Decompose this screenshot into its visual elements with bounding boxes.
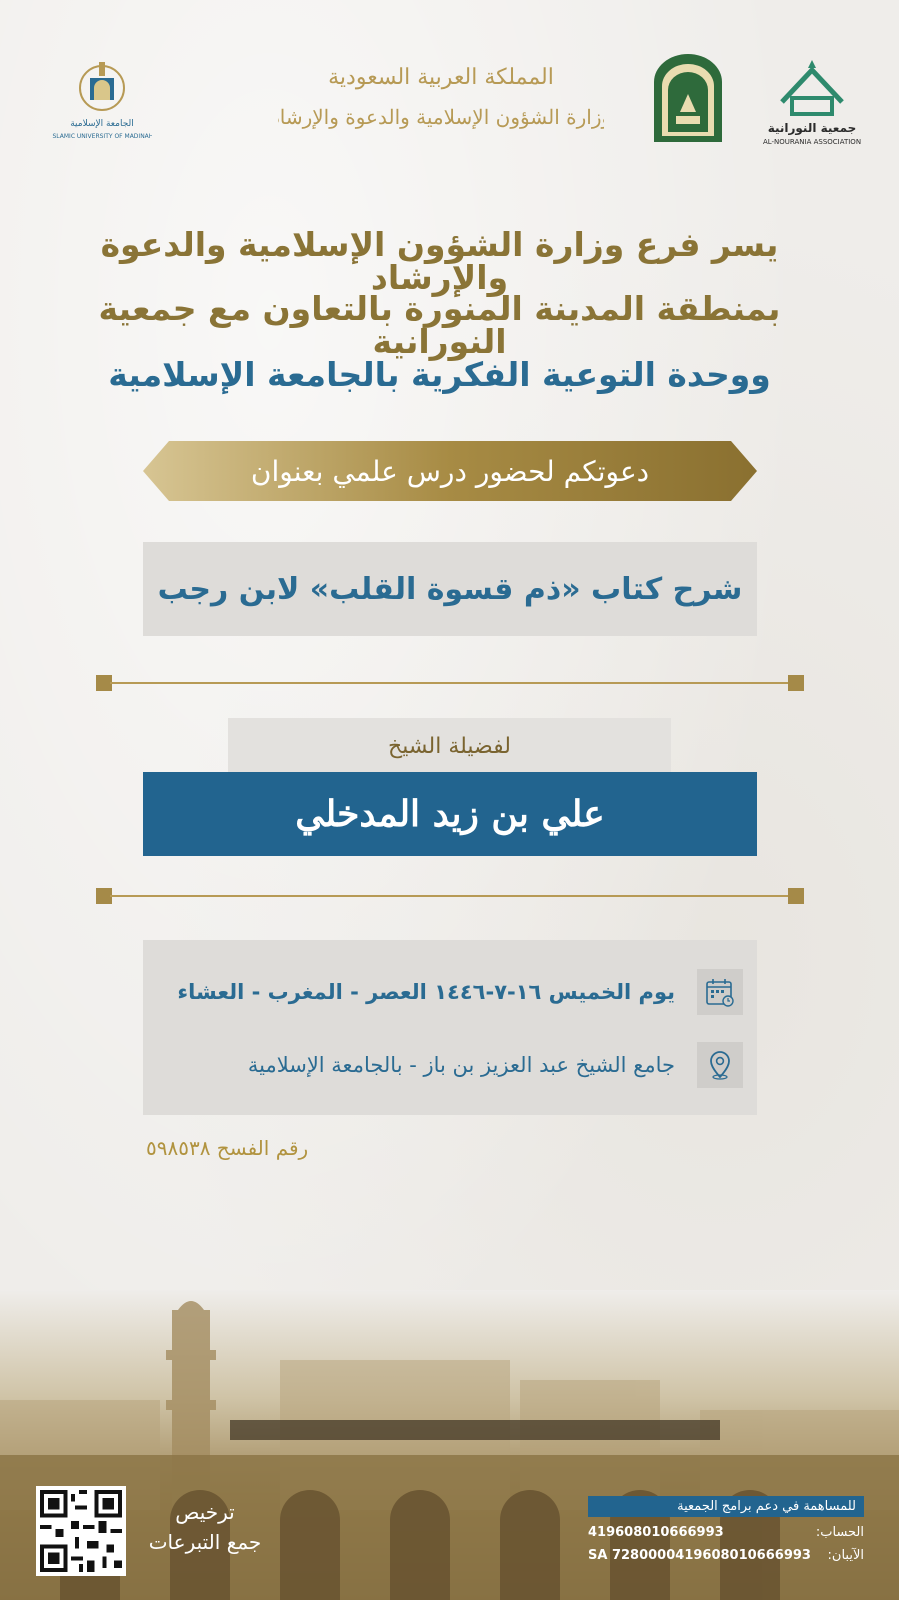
intro-line-2: بمنطقة المدينة المنورة بالتعاون مع جمعية النورانية — [98, 289, 781, 361]
donation-info — [588, 1496, 864, 1563]
calendar-icon — [697, 969, 743, 1015]
intro-line-1: يسر فرع وزارة الشؤون الإسلامية والدعوة والإرشاد — [100, 225, 779, 297]
location-row — [143, 1042, 757, 1088]
nourania-association-logo — [762, 52, 862, 148]
nour-logo-ar: جمعية النورانية — [767, 121, 857, 135]
ministry-line2: وزارة الشؤون الإسلامية والدعوة والإرشاد — [278, 105, 604, 129]
nour-logo-en: AL-NOURANIA ASSOCIATION — [762, 138, 862, 146]
ministry-calligraphy-logo — [278, 52, 604, 148]
datetime-text: يوم الخميس ١٦-٧-١٤٤٦ العصر - المغرب - العشاء — [177, 980, 675, 1004]
svg-text:الجامعة الإسلامية: الجامعة الإسلامية — [70, 119, 134, 129]
divider-top — [96, 675, 804, 691]
divider-bottom — [96, 888, 804, 904]
iu-logo-text: ISLAMIC UNIVERSITY OF MADINAH — [52, 133, 152, 140]
location-text: جامع الشيخ عبد العزيز بن باز - بالجامعة الإسلامية — [247, 1053, 675, 1077]
donate-header: للمساهمة في دعم برامج الجمعية — [588, 1496, 864, 1517]
iban-label: الآيبان: — [827, 1548, 864, 1563]
account-row — [588, 1525, 864, 1540]
sheikh-name-box — [143, 772, 757, 856]
datetime-row — [143, 969, 757, 1015]
license-line1: ترخيص — [175, 1500, 235, 1524]
donation-license — [140, 1500, 270, 1554]
ministry-line1: المملكة العربية السعودية — [328, 65, 554, 90]
lesson-title: شرح كتاب «ذم قسوة القلب» لابن رجب — [157, 571, 743, 607]
permit-number: رقم الفسح ٥٩٨٥٣٨ — [146, 1136, 309, 1160]
location-pin-icon — [697, 1042, 743, 1088]
intro-line-3: ووحدة التوعية الفكرية بالجامعة الإسلامية — [108, 355, 771, 394]
invitation-text: دعوتكم لحضور درس علمي بعنوان — [250, 454, 650, 488]
iban-row — [588, 1548, 864, 1563]
ministry-emblem-icon — [650, 52, 726, 144]
license-line2: جمع التبرعات — [148, 1530, 262, 1554]
sheikh-name: علي بن زيد المدخلي — [295, 793, 605, 835]
iban-value[interactable]: SA 7280000419608010666993 — [588, 1548, 811, 1563]
sheikh-label-box — [228, 718, 671, 774]
lesson-title-box — [143, 542, 757, 636]
account-value[interactable]: 419608010666993 — [588, 1525, 724, 1540]
islamic-university-logo — [52, 52, 152, 152]
account-label: الحساب: — [815, 1525, 864, 1540]
details-box — [143, 940, 757, 1115]
sheikh-label: لفضيلة الشيخ — [388, 733, 511, 759]
qr-code[interactable] — [36, 1486, 126, 1576]
